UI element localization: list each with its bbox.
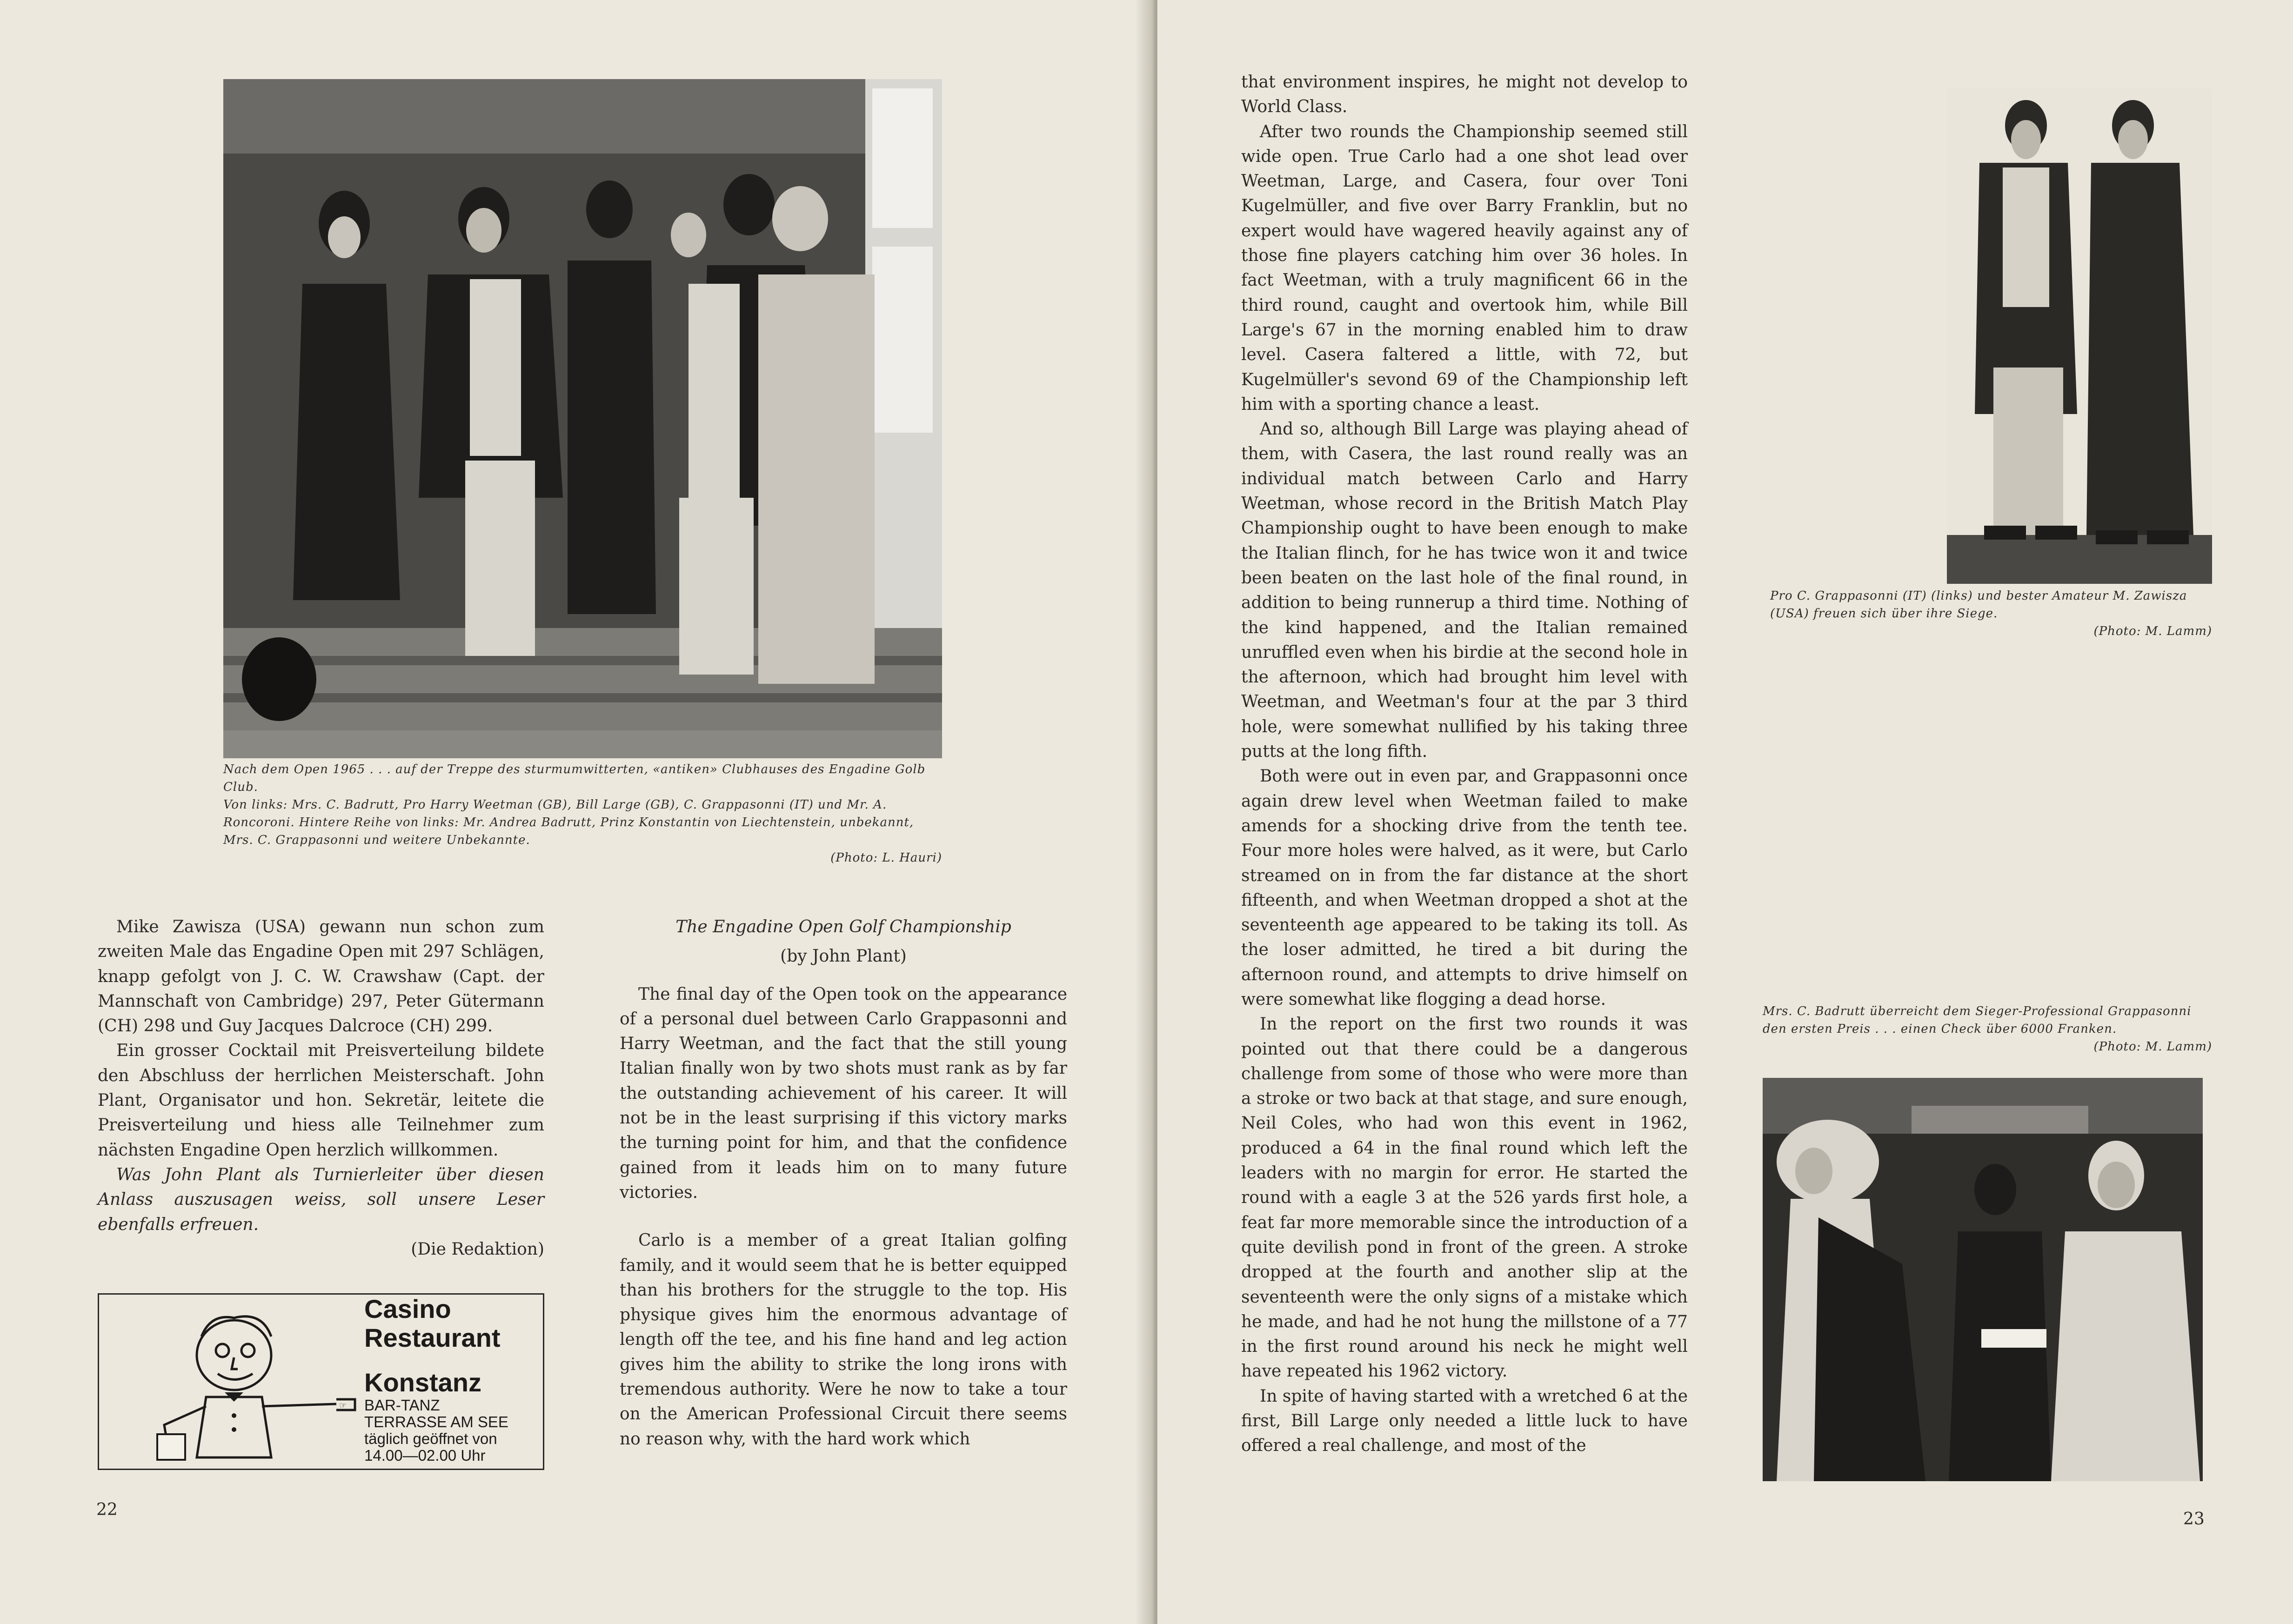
group-photo-caption	[223, 761, 942, 867]
report-paragraph-4: In the report on the first two rounds it was pointed out that there could be a dangerous challenge from some of those who were more than a stroke or two back at that stage, and sure enough, Neil Coles, who had won this event in 1962, produced a 64 in the final round which left the leaders with no margin for error. He started the round with a eagle 3 at the 526 yards first hole, a feat far more memorable since the introduction of a quite devilish pond in front of the green. A stroke dropped at the fourth and another slip at the seventeenth were the only signs of a mistake which he made, and had he not hung the millstone of a 77 in the first round around his neck he might well have repeated his 1962 victory.	[1241, 1015, 1688, 1381]
winners-caption-text: Pro C. Grappasonni (IT) (links) und bester Amateur M. Zawisza (USA) freuen sich über ihre Siege.	[1770, 589, 2187, 621]
german-report-column	[98, 915, 544, 1262]
winners-photo-caption	[1770, 587, 2212, 640]
winners-photo-illustration	[1947, 88, 2212, 584]
report-paragraph-3: Both were out in even par, and Grappasonni once again drew level when Weetman failed to make amends for a shocking drive from the tenth tee. Four more holes were halved, as it were, but Carlo streamed on in from the far distance at the short fifteenth, and when Weetman dropped a shot at the seventeenth age appeared to be taking its toll. As the loser admitted, he tired a bit during the afternoon round, and attempts to drive himself on were somewhat like flogging a dead horse.	[1241, 767, 1688, 1009]
group-photo-illustration	[223, 79, 942, 758]
caption-credit: (Photo: L. Hauri)	[830, 851, 942, 865]
report-paragraph-1: After two rounds the Championship seemed still wide open. True Carlo had a one shot lead over Weetman, Large, and Casera, four over Toni Kugelmüller, and five over Barry Franklin, but no expert would have wagered heavily against any of those fine players catching him over 36 holes. In fact Weetman, with a truly magnificent 66 in the third round, caught and overtook him, while Bill Large's 67 in the morning enabled him to draw level. Casera faltered a little, with 72, but Kugelmüller's sevond 69 of the Championship left him with a sporting chance a least.	[1241, 122, 1688, 414]
prize-photo-illustration	[1763, 1078, 2203, 1481]
right-page	[1157, 0, 2293, 1624]
article-column	[620, 915, 1067, 1451]
prize-caption-text: Mrs. C. Badrutt überreicht dem Sieger-Professional Grappasonni den ersten Preis . . . einen Check über 6000 Franken.	[1763, 1004, 2192, 1036]
casino-restaurant-ad	[98, 1293, 544, 1470]
ad-name-casino: Casino	[364, 1294, 451, 1323]
article-paragraph-2: Carlo is a member of a great Italian golfing family, and it would seem that he is better equipped than his brothers for the struggle to the top. His physique gives him the enormous advantage of length off the tee, and his fine hand and leg action gives him the ability to strike the long irons with tremendous authority. Were he now to take a tour on the American Professional Circuit there seems no reason why, with the hard work which	[620, 1231, 1067, 1449]
winners-caption-credit: (Photo: M. Lamm)	[2093, 624, 2212, 638]
article-title: The Engadine Open Golf Championship	[675, 917, 1011, 936]
prize-photo-caption	[1763, 1002, 2212, 1056]
winners-photo	[1947, 88, 2212, 584]
german-paragraph-1: Mike Zawisza (USA) gewann nun schon zum zweiten Male das Engadine Open mit 297 Schlägen, knapp gefolgt von J. C. W. Crawshaw (Capt. der Mannschaft von Cambridge) 297, Peter Gütermann (CH) 298 und Guy Jacques Dalcroce (CH) 299.	[98, 917, 544, 1036]
ad-line-3: täglich geöffnet von	[364, 1430, 497, 1447]
ad-text-block	[364, 1295, 541, 1464]
caption-line1: Nach dem Open 1965 . . . auf der Treppe des sturmumwitterten, «antiken» Clubhauses des Engadine Golb Club.	[223, 762, 926, 794]
german-paragraph-2: Ein grosser Cocktail mit Preisverteilung bildete den Abschluss der herrlichen Meisterschaft. John Plant, Organisator und hon. Sekretär, leitete die Preisverteilung und hiess alle Teilnehmer zum nächsten Engadine Open herzlich willkommen.	[98, 1041, 544, 1160]
prize-photo	[1763, 1078, 2203, 1481]
ad-line-2: TERRASSE AM SEE	[364, 1413, 508, 1430]
match-report-column	[1241, 70, 1688, 1458]
ad-city: Konstanz	[364, 1368, 481, 1397]
pointing-hand-text: ☞	[339, 1401, 347, 1410]
caption-line2: Von links: Mrs. C. Badrutt, Pro Harry Weetman (GB), Bill Large (GB), C. Grappasonni (IT) und Mr. A. Roncoroni. Hintere Reihe von links: Mr. Andrea Badrutt, Prinz Konstantin von Liechtenstein, unbekannt, Mrs. C. Grappasonni und weitere Unbekannte.	[223, 798, 914, 847]
article-byline: (by John Plant)	[780, 947, 907, 966]
report-paragraph-5: In spite of having started with a wretched 6 at the first, Bill Large only needed a little luck to have offered a real challenge, and most of the	[1241, 1386, 1688, 1456]
german-paragraph-3: Was John Plant als Turnierleiter über diesen Anlass auszusagen weiss, soll unsere Leser ebenfalls erfreuen.	[98, 1165, 544, 1234]
prize-caption-credit: (Photo: M. Lamm)	[2093, 1040, 2212, 1054]
ad-line-1: BAR-TANZ	[364, 1397, 440, 1414]
article-paragraph-1: The final day of the Open took on the appearance of a personal duel between Carlo Grappasonni and Harry Weetman, and the fact that the still young Italian finally won by two shots must rank as by far the outstanding achievement of his career. It will not be in the least surprising if this victory marks the turning point for him, and that the confidence gained from it leads him on to many future victories.	[620, 984, 1067, 1202]
ad-line-4: 14.00—02.00 Uhr	[364, 1447, 486, 1464]
german-credit: (Die Redaktion)	[411, 1239, 544, 1259]
report-paragraph-0: that environment inspires, he might not develop to World Class.	[1241, 73, 1688, 117]
ad-name-restaurant: Restaurant	[364, 1323, 501, 1352]
page-number-left: 22	[96, 1500, 118, 1519]
group-photo	[223, 79, 942, 758]
page-number-right: 23	[2183, 1510, 2205, 1529]
report-paragraph-2: And so, although Bill Large was playing ahead of them, with Casera, the last round really was an individual match between Carlo and Harry Weetman, whose record in the British Match Play Championship ought to have been enough to make the Italian flinch, for he has twice won it and twice been beaten on the last hole of the final round, in addition to being runnerup a third time. Nothing of the kind happened, and the Italian remained unruffled even when his birdie at the second hole in the afternoon, which had brought him level with Weetman, and Weetman's four at the par 3 third hole, were somewhat nullified by his taking three putts at the long fifth.	[1241, 420, 1688, 762]
